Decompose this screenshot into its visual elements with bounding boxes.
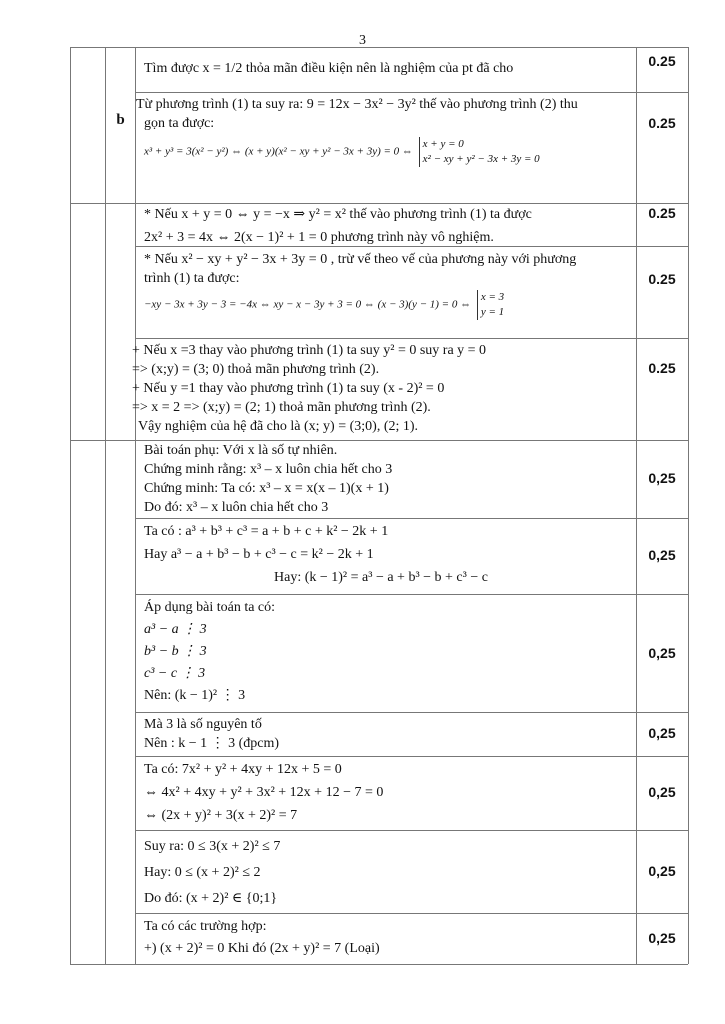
- page-number: 3: [359, 33, 366, 48]
- equation: −xy − 3x + 3y − 3 = −4x ⇔ xy − x − 3y + 3 = 0 ⇔ (x − 3)(y − 1) = 0 ⇔: [144, 298, 472, 311]
- text-line: Áp dụng bài toán ta có:: [144, 600, 276, 615]
- points-cell: 0,25: [648, 470, 676, 486]
- points-cell: 0.25: [648, 271, 676, 287]
- row-content: [144, 715, 644, 753]
- text-line: Suy ra: 0 ≤ 3(x + 2)² ≤ 7: [144, 839, 281, 854]
- row-content: [144, 250, 644, 320]
- row-divider: [135, 594, 688, 595]
- row-content: [144, 441, 644, 517]
- row-content: [144, 522, 644, 587]
- text-line: ⇔ 4x² + 4xy + y² + 3x² + 12x + 12 − 7 = 0: [144, 785, 384, 800]
- points-cell: 0,25: [648, 863, 676, 879]
- points-cell: 0,25: [648, 930, 676, 946]
- text-line: Từ phương trình (1) ta suy ra: 9 = 12x − 3x² − 3y² thế vào phương trình (2) thu: [136, 97, 578, 112]
- row-content: [144, 205, 644, 247]
- text-line: c³ − c ⋮ 3: [144, 666, 206, 681]
- table-border-top: [70, 47, 688, 48]
- text-line: * Nếu x + y = 0 ⇔ y = −x ⇒ y² = x² thế vào phương trình (1) ta được: [144, 207, 532, 222]
- text-line: Hay: (k − 1)² = a³ − a + b³ − b + c³ − c: [274, 570, 488, 585]
- table-border-left: [70, 47, 71, 964]
- points-cell: 0.25: [648, 53, 676, 69]
- text-line: + Nếu y =1 thay vào phương trình (1) ta suy (x - 2)² = 0: [132, 381, 445, 396]
- case-line: x = 3: [480, 291, 505, 303]
- points-cell: 0.25: [648, 360, 676, 376]
- row-content: [136, 95, 636, 167]
- points-cell: 0,25: [648, 645, 676, 661]
- text-line: Do đó: (x + 2)² ∈ {0;1}: [144, 891, 278, 906]
- points-cell: 0,25: [648, 784, 676, 800]
- text-line: gọn ta được:: [144, 116, 215, 131]
- table-divider: [105, 47, 106, 964]
- text-line: => (x;y) = (3; 0) thoả mãn phương trình (2).: [132, 362, 380, 377]
- points-cell: 0.25: [648, 115, 676, 131]
- row-divider: [135, 338, 688, 339]
- points-cell: 0,25: [648, 725, 676, 741]
- table-divider: [135, 47, 136, 964]
- case-line: y = 1: [480, 306, 505, 318]
- text-line: Ta có : a³ + b³ + c³ = a + b + c + k² − 2k + 1: [144, 524, 389, 539]
- row-content: [132, 341, 636, 436]
- row-divider: [135, 92, 688, 93]
- text-line: b³ − b ⋮ 3: [144, 644, 207, 659]
- row-divider: [70, 203, 688, 204]
- row-divider: [135, 518, 688, 519]
- row-content: [144, 916, 644, 960]
- text-line: Tìm được x = 1/2 thỏa mãn điều kiện nên là nghiệm của pt đã cho: [144, 61, 514, 76]
- text-line: 2x² + 3 = 4x ⇔ 2(x − 1)² + 1 = 0 phương trình này vô nghiệm.: [144, 230, 494, 245]
- answer-table: [70, 47, 688, 964]
- text-line: Bài toán phụ: Với x là số tự nhiên.: [144, 443, 338, 458]
- text-line: Mà 3 là số nguyên tố: [144, 717, 262, 732]
- text-line: => x = 2 => (x;y) = (2; 1) thoả mãn phương trình (2).: [132, 400, 431, 415]
- text-line: + Nếu x =3 thay vào phương trình (1) ta suy y² = 0 suy ra y = 0: [132, 343, 487, 358]
- row-content: [144, 834, 644, 912]
- text-line: ⇔ (2x + y)² + 3(x + 2)² = 7: [144, 808, 298, 823]
- row-divider: [135, 712, 688, 713]
- text-line: Nên: (k − 1)² ⋮ 3: [144, 688, 246, 703]
- points-cell: 0,25: [648, 547, 676, 563]
- row-content: [144, 597, 644, 707]
- text-line: Vậy nghiệm của hệ đã cho là (x; y) = (3;0), (2; 1).: [138, 419, 419, 434]
- text-line: Nên : k − 1 ⋮ 3 (đpcm): [144, 736, 280, 751]
- table-border-bottom: [70, 964, 688, 965]
- row-divider: [135, 913, 688, 914]
- case-bracket: [477, 290, 504, 320]
- case-bracket: [419, 137, 540, 167]
- row-content: [144, 59, 644, 78]
- text-line: Do đó: x³ – x luôn chia hết cho 3: [144, 500, 329, 515]
- text-line: Hay a³ − a + b³ − b + c³ − c = k² − 2k + 1: [144, 547, 374, 562]
- text-line: a³ − a ⋮ 3: [144, 622, 207, 637]
- row-divider: [135, 756, 688, 757]
- text-line: Chứng minh rằng: x³ – x luôn chia hết cho 3: [144, 462, 393, 477]
- text-line: * Nếu x² − xy + y² − 3x + 3y = 0 , trừ vế theo vế của phương này với phương: [144, 252, 577, 267]
- text-line: trình (1) ta được:: [144, 271, 240, 286]
- points-cell: 0.25: [648, 205, 676, 221]
- case-line: x² − xy + y² − 3x + 3y = 0: [422, 153, 540, 165]
- equation: x³ + y³ = 3(x² − y²) ⇔ (x + y)(x² − xy + y² − 3x + 3y) = 0 ⇔: [144, 145, 413, 158]
- table-border-right: [688, 47, 689, 964]
- text-line: Chứng minh: Ta có: x³ – x = x(x – 1)(x + 1): [144, 481, 389, 496]
- text-line: Ta có: 7x² + y² + 4xy + 12x + 5 = 0: [144, 762, 342, 777]
- text-line: +) (x + 2)² = 0 Khi đó (2x + y)² = 7 (Loại): [144, 941, 380, 956]
- row-divider: [135, 830, 688, 831]
- row-content: [144, 758, 644, 827]
- case-line: x + y = 0: [422, 138, 464, 150]
- text-line: Ta có các trường hợp:: [144, 919, 267, 934]
- part-label: b: [116, 112, 125, 128]
- text-line: Hay: 0 ≤ (x + 2)² ≤ 2: [144, 865, 261, 880]
